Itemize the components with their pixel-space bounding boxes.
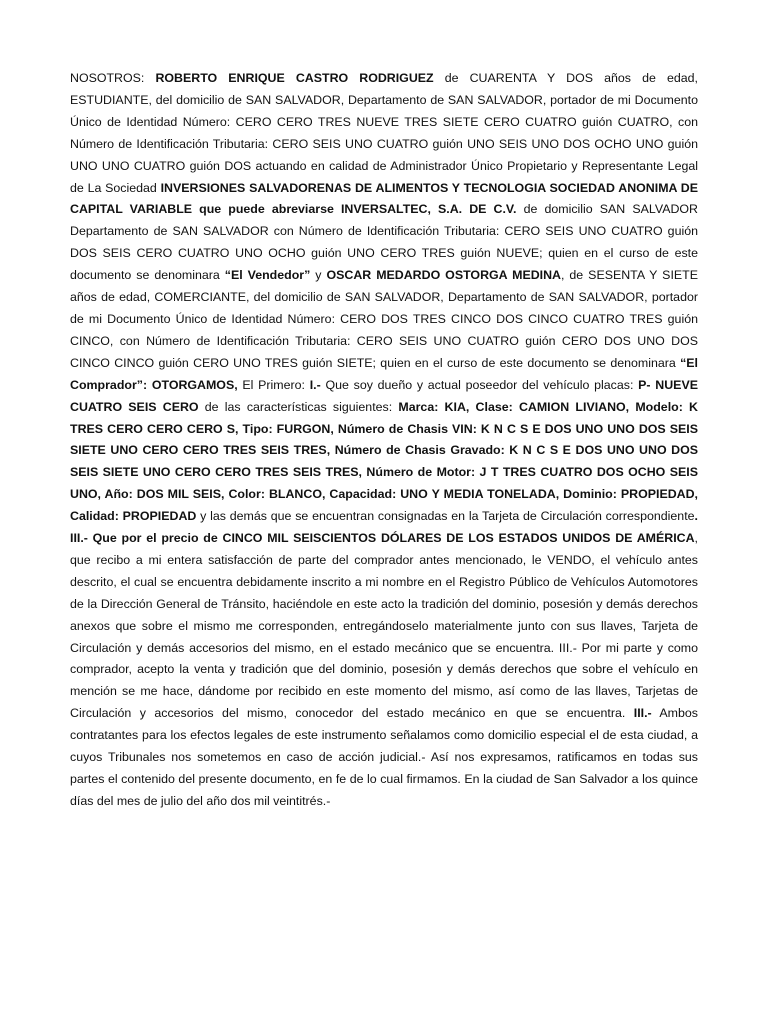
bold-text-run: INVERSIONES SALVADORENAS DE ALIMENTOS Y TECNOLOGIA SOCIEDAD ANONIMA DE CAPITAL VARIABLE que puede abreviarse INVERSALTEC, S.A. DE C.V.: [70, 180, 699, 217]
text-run: NOSOTROS:: [70, 71, 156, 85]
text-run: de las características siguientes:: [198, 399, 399, 414]
bold-text-run: “El Comprador”: OTORGAMOS,: [70, 355, 698, 392]
text-run: y: [310, 268, 327, 283]
bold-text-run: P- NUEVE CUATRO SEIS CERO: [70, 377, 698, 414]
text-run: de CUARENTA Y DOS años de edad, ESTUDIANTE, del domicilio de SAN SALVADOR, Departamento de SAN SALVADOR, portador de mi Documento Único de Identidad Número: CERO CERO TRES NUEVE TRES SIETE CERO CUATRO guión CUATRO, con Número de Identificación Tributaria: CERO SEIS UNO CUATRO guión UNO SEIS UNO DOS OCHO UNO guión UNO UNO CUATRO guión DOS actuando en calidad de Administrador Único Propietario y Representante Legal de La Sociedad: [70, 71, 698, 195]
text-run: Que soy dueño y actual poseedor del vehículo placas:: [320, 377, 639, 392]
bold-text-run: ROBERTO ENRIQUE CASTRO RODRIGUEZ: [155, 71, 434, 85]
bold-text-run: . III.- Que por el precio de CINCO MIL SEISCIENTOS DÓLARES DE LOS ESTADOS UNIDOS DE AMÉRICA: [70, 509, 698, 546]
text-run: Ambos contratantes para los efectos legales de este instrumento señalamos como domicilio especial el de esta ciudad, a cuyos Tribunales nos sometemos en caso de acción judicial.- Así nos expresamos, ratificamos en todas sus partes el contenido del presente documento, en fe de lo cual firmamos. En la ciudad de San Salvador a los quince días del mes de julio del año dos mil veintitrés.-: [70, 706, 698, 808]
text-run: , que recibo a mi entera satisfacción de parte del comprador antes mencionado, le VENDO, el vehículo antes descrito, el cual se encuentra debidamente inscrito a mi nombre en el Registro Público de Vehículos Automotores de la Dirección General de Tránsito, haciéndole en este acto la tradición del dominio, posesión y demás derechos anexos que sobre el mismo me corresponden, entregándoselo materialmente junto con sus llaves, Tarjeta de Circulación y demás accesorios del mismo, en el estado mecánico que se encuentra. III.- Por mi parte y como comprador, acepto la venta y tradición que del dominio, posesión y demás derechos que sobre el vehículo en mención se me hace, dándome por recibido en este momento del mismo, así como de las llaves, Tarjetas de Circulación y accesorios del mismo, conocedor del estado mecánico en que se encuentra.: [70, 531, 698, 721]
text-run: y las demás que se encuentran consignadas en la Tarjeta de Circulación correspondiente: [196, 509, 695, 524]
text-run: de domicilio SAN SALVADOR Departamento de SAN SALVADOR con Número de Identificación Tributaria: CERO SEIS UNO CUATRO guión DOS SEIS CERO CUATRO UNO OCHO guión UNO CERO TRES guión NUEVE; quien en el curso de este documento se denominara: [70, 202, 698, 283]
contract-paragraph: [70, 68, 698, 813]
bold-text-run: III.-: [633, 706, 652, 721]
bold-text-run: “El Vendedor”: [224, 268, 311, 283]
document-page: [70, 68, 698, 813]
bold-text-run: Marca: KIA, Clase: CAMION LIVIANO, Modelo: K TRES CERO CERO CERO S, Tipo: FURGON, Número de Chasis VIN: K N C S E DOS UNO UNO DOS SEIS SIETE UNO CERO CERO TRES SEIS TRES, Número de Chasis Gravado: K N C S E DOS UNO UNO DOS SEIS SIETE UNO CERO CERO TRES SEIS TRES, Número de Motor: J T TRES CUATRO DOS OCHO SEIS UNO, Año: DOS MIL SEIS, Color: BLANCO, Capacidad: UNO Y MEDIA TONELADA, Dominio: PROPIEDAD, Calidad: PROPIEDAD: [70, 399, 698, 524]
bold-text-run: I.-: [309, 377, 321, 392]
bold-text-run: OSCAR MEDARDO OSTORGA MEDINA: [326, 268, 561, 283]
text-run: El Primero:: [237, 377, 310, 392]
text-run: , de SESENTA Y SIETE años de edad, COMERCIANTE, del domicilio de SAN SALVADOR, Departamento de SAN SALVADOR, portador de mi Documento Único de Identidad Número: CERO DOS TRES CINCO DOS CINCO CUATRO TRES guión CINCO, con Número de Identificación Tributaria: CERO SEIS UNO CUATRO guión CERO DOS UNO DOS CINCO CINCO guión CERO UNO TRES guión SIETE; quien en el curso de este documento se denominara: [70, 268, 698, 370]
